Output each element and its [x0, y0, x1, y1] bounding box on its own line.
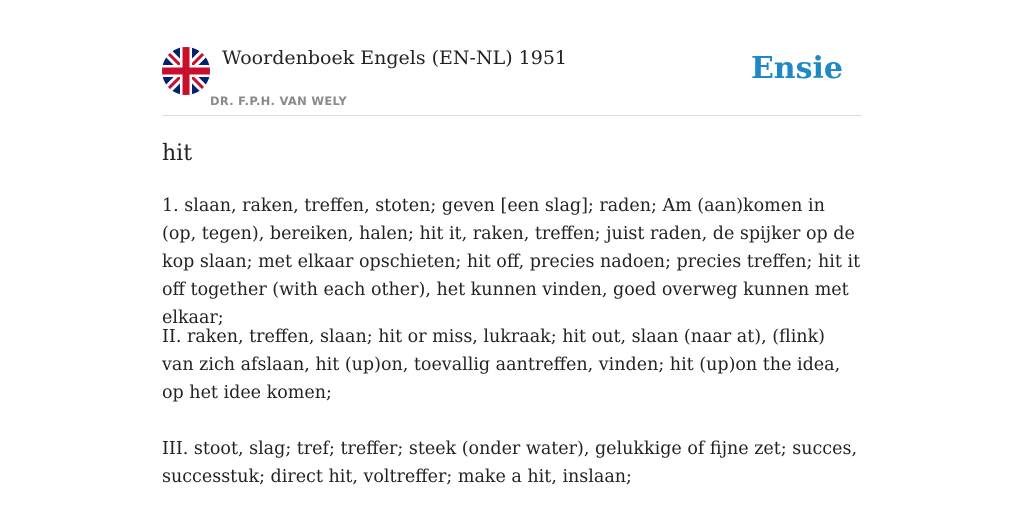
sense-1: 1. slaan, raken, treffen, stoten; geven [een slag]; raden; Am (aan)komen in (op, tegen), bereiken, halen; hit it, raken, treffen; juist raden, de spijker op de kop slaan; met elkaar opschieten; hit off, precies nadoen; precies treffen; hit it off together (with each other), het kunnen vinden, goed overweg kunnen met elkaar; — [162, 196, 861, 328]
sense-2: II. raken, treffen, slaan; hit or miss, lukraak; hit out, slaan (naar at), (flink) van zich afslaan, hit (up)on, toevallig aantreffen, vinden; hit (up)on the idea, op het idee komen; — [162, 327, 841, 403]
author-name: DR. F.P.H. VAN WELY — [210, 94, 347, 108]
uk-flag-icon — [162, 47, 210, 95]
site-logo[interactable]: Ensie — [750, 51, 843, 86]
header-divider — [162, 115, 862, 116]
sense-3: III. stoot, slag; tref; treffer; steek (onder water), gelukkige of fijne zet; succes, successtuk; direct hit, voltreffer; make a hit, inslaan; — [162, 439, 858, 487]
dictionary-title[interactable]: Woordenboek Engels (EN-NL) 1951 — [222, 47, 567, 69]
headword: hit — [162, 141, 193, 166]
